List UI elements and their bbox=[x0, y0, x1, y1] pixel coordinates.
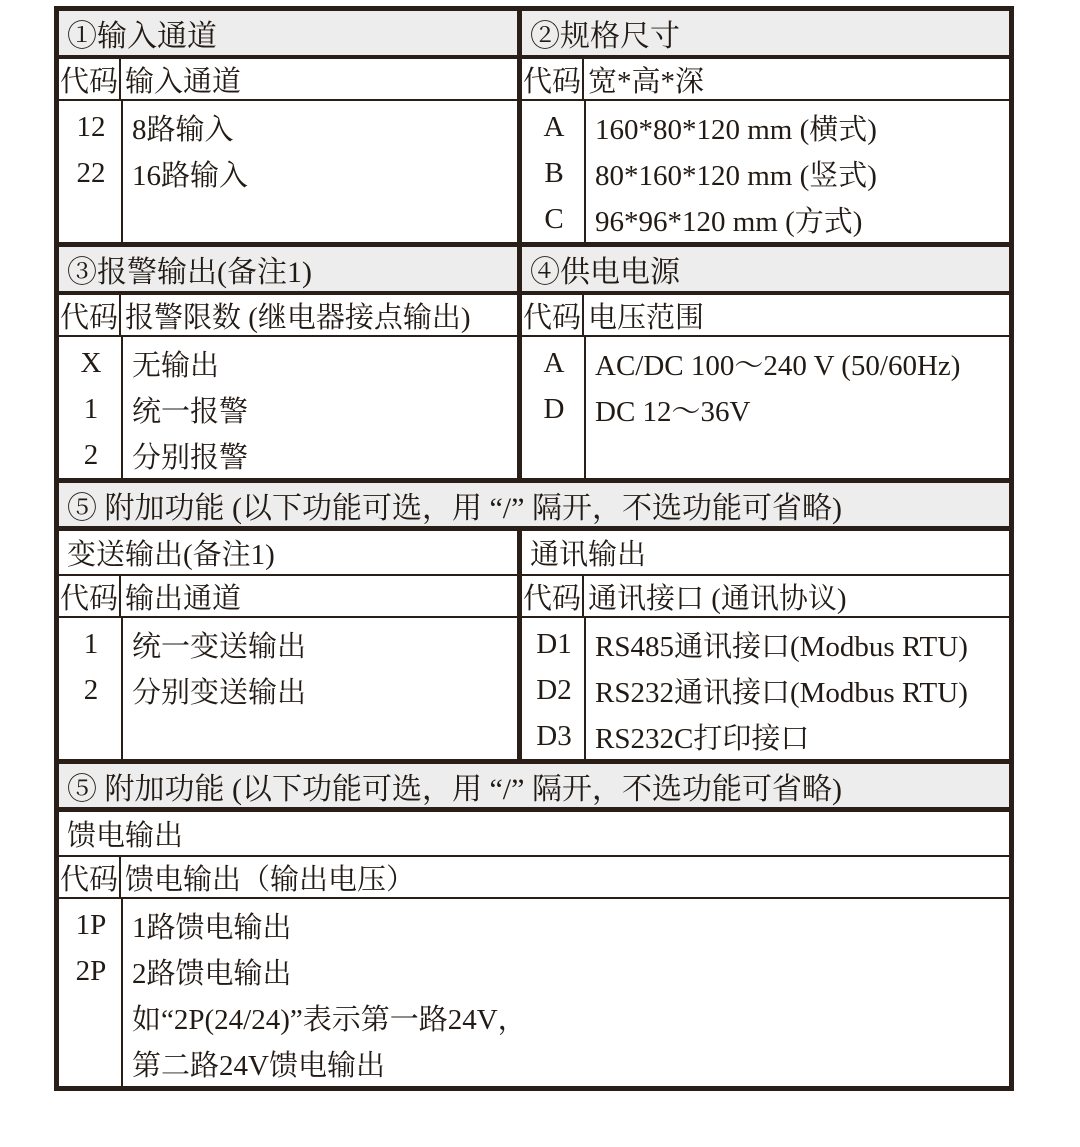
section4-title: ④供电电源 bbox=[522, 247, 1009, 295]
desc-cell: 如“2P(24/24)”表示第一路24V， bbox=[132, 1003, 527, 1036]
code-header-cell: 代码 bbox=[59, 857, 121, 897]
code-cell: D bbox=[543, 392, 565, 425]
additional-functions-banner: ⑤ 附加功能 (以下功能可选，用 “/” 隔开，不选功能可省略) bbox=[59, 483, 1009, 531]
section1-title: ①输入通道 bbox=[59, 11, 517, 59]
table-row bbox=[522, 386, 1009, 432]
code-header-cell: 代码 bbox=[59, 59, 121, 99]
desc-cell: RS485通讯接口(Modbus RTU) bbox=[595, 630, 968, 663]
section2-body bbox=[522, 101, 1009, 242]
desc-cell: 无输出 bbox=[132, 349, 220, 382]
section2-header bbox=[522, 59, 1009, 101]
section7-title: 馈电输出 bbox=[59, 812, 1009, 857]
table-row bbox=[522, 713, 1009, 759]
section-alarm-output bbox=[59, 247, 522, 478]
table-row bbox=[522, 667, 1009, 713]
table-row bbox=[522, 150, 1009, 196]
desc-cell: 16路输入 bbox=[132, 159, 249, 192]
group-retrans-comm bbox=[59, 531, 1009, 764]
code-cell: B bbox=[544, 156, 564, 189]
desc-cell: DC 12～36V bbox=[595, 395, 751, 428]
section4-header bbox=[522, 295, 1009, 337]
desc-header-cell: 报警限数 (继电器接点输出) bbox=[125, 301, 471, 334]
desc-header-cell: 输出通道 bbox=[125, 582, 242, 615]
code-cell: D2 bbox=[536, 673, 572, 706]
desc-cell: 分别变送输出 bbox=[132, 676, 307, 709]
section-dimensions bbox=[522, 11, 1009, 242]
section6-body bbox=[522, 618, 1009, 759]
code-cell: 12 bbox=[76, 110, 106, 143]
table-row bbox=[59, 432, 517, 478]
desc-cell: 96*96*120 mm (方式) bbox=[595, 205, 863, 238]
table-row bbox=[59, 621, 517, 667]
code-cell: 1 bbox=[83, 392, 99, 425]
group-input-size bbox=[59, 11, 1009, 247]
code-cell: 1 bbox=[83, 627, 99, 660]
table-row bbox=[59, 340, 517, 386]
desc-header-cell: 通讯接口 (通讯协议) bbox=[588, 582, 847, 615]
ordering-spec-table bbox=[54, 6, 1014, 1091]
code-header-cell: 代码 bbox=[522, 59, 584, 99]
table-row bbox=[59, 948, 1009, 994]
desc-cell: AC/DC 100～240 V (50/60Hz) bbox=[595, 349, 961, 382]
desc-cell: RS232C打印接口 bbox=[595, 722, 810, 755]
code-cell: 2 bbox=[83, 438, 99, 471]
desc-cell: RS232通讯接口(Modbus RTU) bbox=[595, 676, 968, 709]
table-row bbox=[59, 902, 1009, 948]
section3-body bbox=[59, 337, 517, 478]
section5-title: 变送输出(备注1) bbox=[59, 531, 517, 576]
code-cell: D3 bbox=[536, 719, 572, 752]
section-communication-output bbox=[522, 531, 1009, 759]
desc-header-cell: 宽*高*深 bbox=[588, 65, 705, 98]
table-row bbox=[59, 150, 517, 196]
code-cell: A bbox=[543, 346, 565, 379]
table-row bbox=[522, 104, 1009, 150]
desc-header-cell: 电压范围 bbox=[588, 301, 705, 334]
table-row bbox=[522, 621, 1009, 667]
code-header-cell: 代码 bbox=[59, 576, 121, 616]
code-cell: A bbox=[543, 110, 565, 143]
desc-header-cell: 馈电输出（输出电压） bbox=[125, 863, 416, 896]
section-input-channels bbox=[59, 11, 522, 242]
table-row bbox=[522, 340, 1009, 386]
section1-body bbox=[59, 101, 517, 242]
desc-cell: 2路馈电输出 bbox=[132, 957, 292, 990]
section6-title: 通讯输出 bbox=[522, 531, 1009, 576]
code-cell: D1 bbox=[536, 627, 572, 660]
section3-header bbox=[59, 295, 517, 337]
desc-cell: 统一变送输出 bbox=[132, 630, 307, 663]
table-row bbox=[59, 104, 517, 150]
code-cell: 2P bbox=[75, 954, 107, 987]
code-header-cell: 代码 bbox=[59, 295, 121, 335]
code-header-cell: 代码 bbox=[522, 295, 584, 335]
section1-header bbox=[59, 59, 517, 101]
section3-title: ③报警输出(备注1) bbox=[59, 247, 517, 295]
code-header-cell: 代码 bbox=[522, 576, 584, 616]
desc-header-cell: 输入通道 bbox=[125, 65, 242, 98]
section-power-supply bbox=[522, 247, 1009, 478]
desc-cell: 80*160*120 mm (竖式) bbox=[595, 159, 877, 192]
table-row bbox=[59, 994, 1009, 1040]
table-row bbox=[59, 386, 517, 432]
code-cell: 22 bbox=[76, 156, 106, 189]
desc-cell: 第二路24V馈电输出 bbox=[132, 1049, 385, 1082]
desc-cell: 统一报警 bbox=[132, 395, 249, 428]
section5-body bbox=[59, 618, 517, 759]
section2-title: ②规格尺寸 bbox=[522, 11, 1009, 59]
section7-body bbox=[59, 899, 1009, 1086]
desc-cell: 8路输入 bbox=[132, 113, 234, 146]
section4-body bbox=[522, 337, 1009, 478]
code-cell: 2 bbox=[83, 673, 99, 706]
additional-functions-banner: ⑤ 附加功能 (以下功能可选，用 “/” 隔开，不选功能可省略) bbox=[59, 764, 1009, 812]
desc-cell: 分别报警 bbox=[132, 441, 249, 474]
desc-cell: 1路馈电输出 bbox=[132, 911, 292, 944]
group-alarm-power bbox=[59, 247, 1009, 483]
code-cell: C bbox=[544, 202, 564, 235]
section7-header bbox=[59, 857, 1009, 899]
section5-header bbox=[59, 576, 517, 618]
table-row bbox=[59, 667, 517, 713]
table-row bbox=[522, 196, 1009, 242]
desc-cell: 160*80*120 mm (横式) bbox=[595, 113, 877, 146]
section6-header bbox=[522, 576, 1009, 618]
section-retransmission-output bbox=[59, 531, 522, 759]
table-row bbox=[59, 1040, 1009, 1086]
section-feed-output bbox=[59, 812, 1009, 1086]
code-cell: 1P bbox=[75, 908, 107, 941]
code-cell: X bbox=[80, 346, 102, 379]
